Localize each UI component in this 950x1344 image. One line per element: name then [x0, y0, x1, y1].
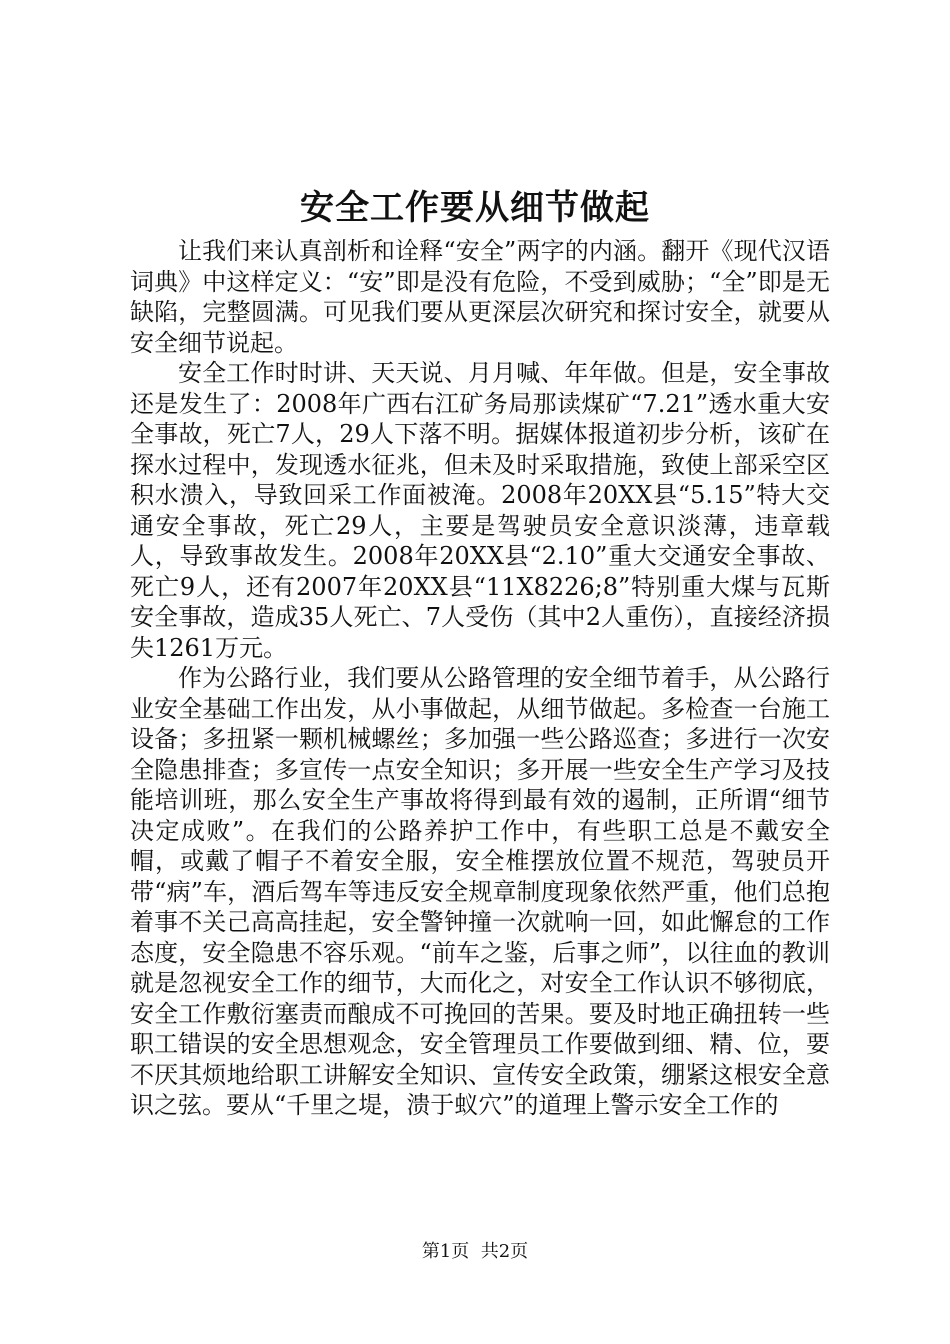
paragraph-3: 作为公路行业，我们要从公路管理的安全细节着手，从公路行业安全基础工作出发，从小事做起，从细节做起。多检查一台施工设备；多扭紧一颗机械螺丝；多加强一些公路巡查；多进行一次安全隐患排查；多宣传一点安全知识；多开展一些安全生产学习及技能培训班，那么安全生产事故将得到最有效的遏制，正所谓“细节决定成败”。在我们的公路养护工作中，有些职工总是不戴安全帽，或戴了帽子不着安全服，安全椎摆放位置不规范，驾驶员开带“病”车，酒后驾车等违反安全规章制度现象依然严重，他们总抱着事不关己高高挂起，安全警钟撞一次就响一回，如此懈怠的工作态度，安全隐患不容乐观。“前车之鉴，后事之师”，以往血的教训就是忽视安全工作的细节，大而化之，对安全工作认识不够彻底，安全工作敷衍塞责而酿成不可挽回的苦果。要及时地正确扭转一些职工错误的安全思想观念，安全管理员工作要做到细、精、位，要不厌其烦地给职工讲解安全知识、宣传安全政策，绷紧这根安全意识之弦。要从“千里之堤，溃于蚁穴”的道理上警示安全工作的	[130, 664, 830, 1119]
document-title: 安全工作要从细节做起	[300, 188, 650, 228]
document-body	[130, 236, 830, 1121]
paragraph-2: 安全工作时时讲、天天说、月月喊、年年做。但是，安全事故还是发生了：2008年广西右江矿务局那读煤矿“7.21”透水重大安全事故，死亡7人，29人下落不明。据媒体报道初步分析，该矿在探水过程中，发现透水征兆，但未及时采取措施，致使上部采空区积水溃入，导致回采工作面被淹。2008年20XX县“5.15”特大交通安全事故，死亡29人，主要是驾驶员安全意识淡薄，违章载人，导致事故发生。2008年20XX县“2.10”重大交通安全事故、死亡9人，还有2007年20XX县“11X8226;8”特别重大煤与瓦斯安全事故，造成35人死亡、7人受伤（其中2人重伤），直接经济损失1261万元。	[130, 359, 830, 662]
paragraph-1: 让我们来认真剖析和诠释“安全”两字的内涵。翻开《现代汉语词典》中这样定义：“安”即是没有危险，不受到威胁；“全”即是无缺陷，完整圆满。可见我们要从更深层次研究和探讨安全，就要从安全细节说起。	[130, 237, 830, 357]
page-footer: 第1页 共2页	[421, 1241, 529, 1262]
